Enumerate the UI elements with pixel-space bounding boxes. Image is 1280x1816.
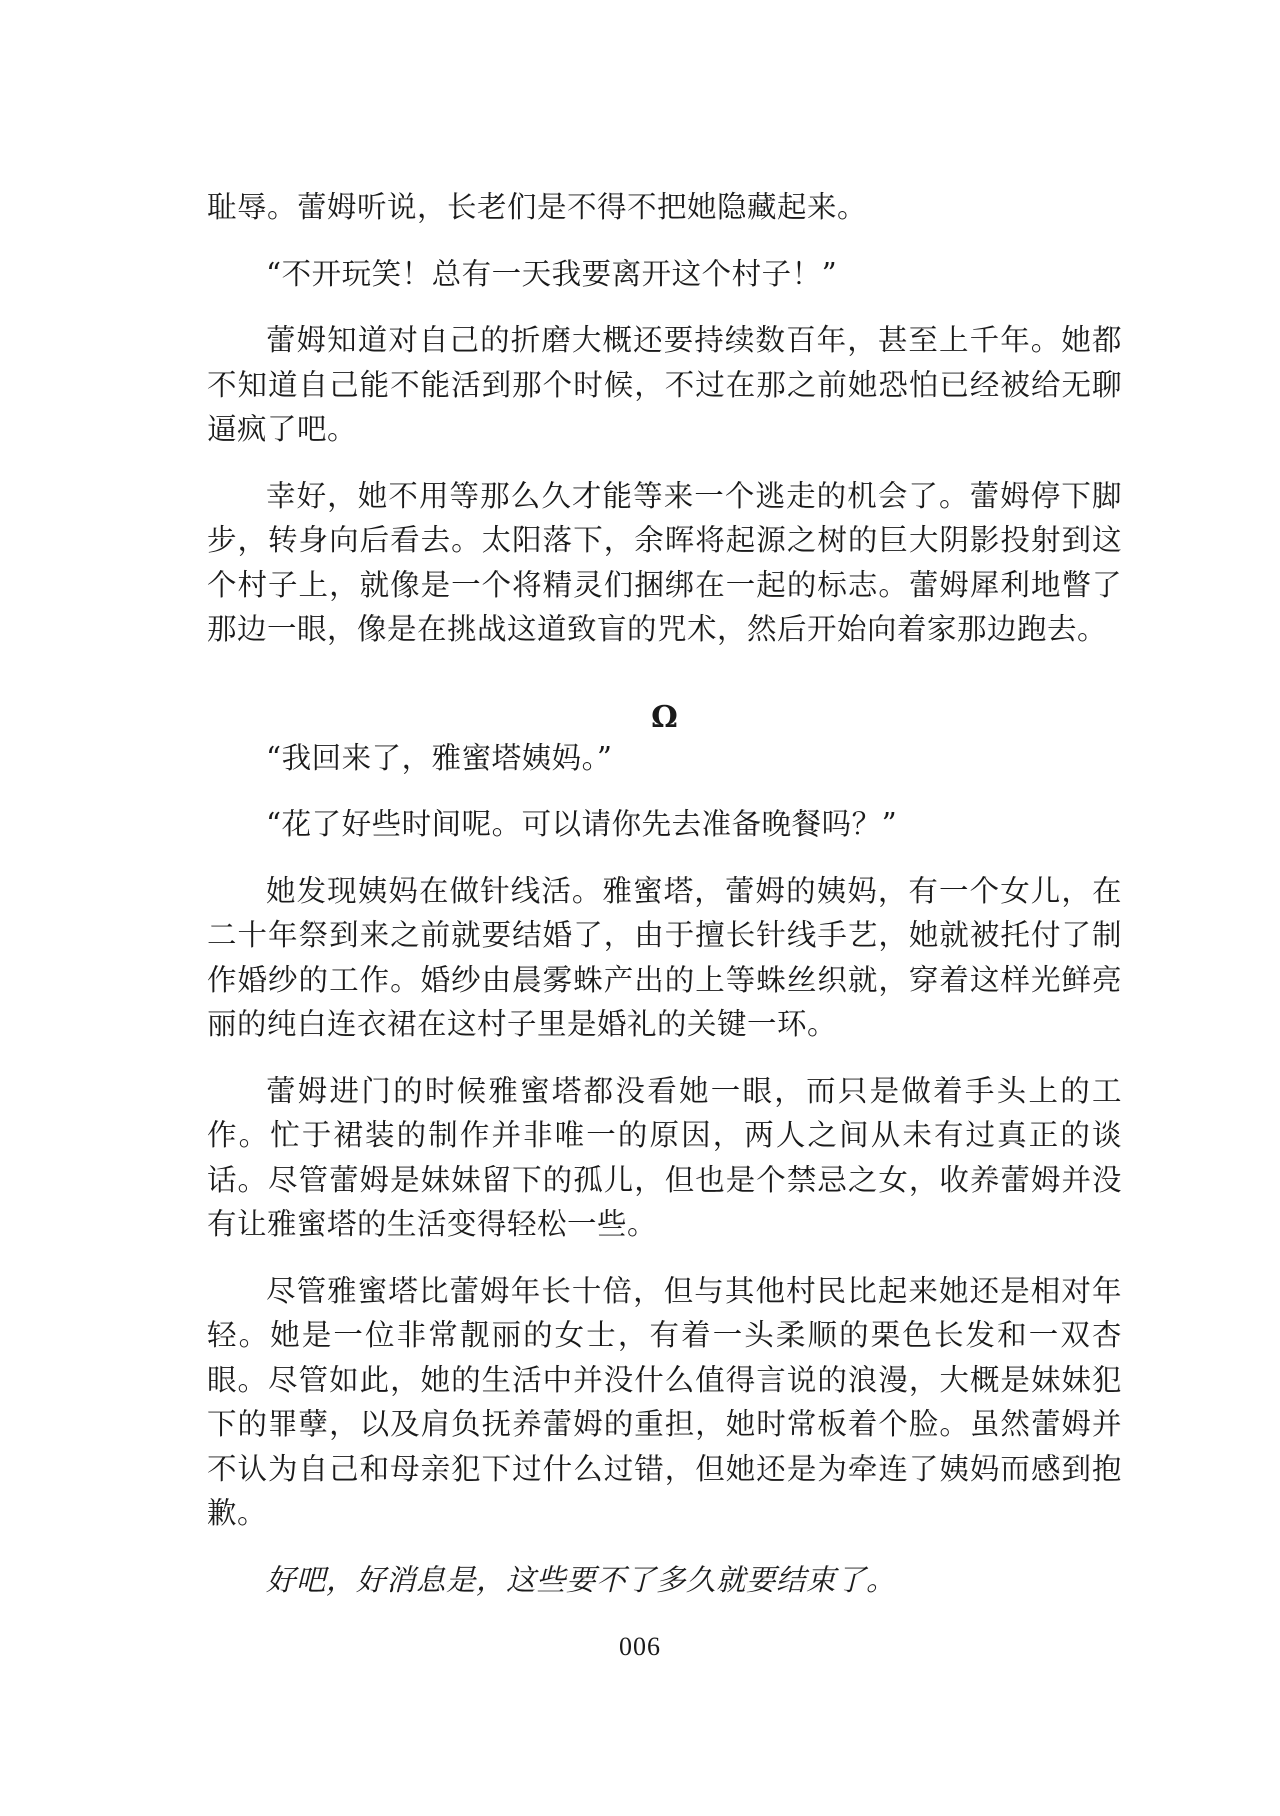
paragraph: “我回来了，雅蜜塔姨妈。” — [266, 740, 613, 775]
paragraph: 蕾姆进门的时候雅蜜塔都没看她一眼，而只是做着手头上的工作。忙于裙装的制作并非唯一的原因，两人之间从未有过真正的谈话。尽管蕾姆是妹妹留下的孤儿，但也是个禁忌之女，收养蕾姆并没有让雅蜜塔的生活变得轻松一些。 — [207, 1073, 1122, 1241]
paragraph: 耻辱。蕾姆听说，长老们是不得不把她隐藏起来。 — [207, 190, 868, 224]
paragraph: “花了好些时间呢。可以请你先去准备晚餐吗？” — [266, 807, 898, 841]
page-body — [207, 185, 1122, 1624]
section-separator: Ω — [651, 699, 678, 735]
paragraph: “不开玩笑！总有一天我要离开这个村子！” — [266, 256, 838, 291]
paragraph: 尽管雅蜜塔比蕾姆年长十倍，但与其他村民比起来她还是相对年轻。她是一位非常靓丽的女士，有着一头柔顺的栗色长发和一双杏眼。尽管如此，她的生活中并没什么值得言说的浪漫，大概是妹妹犯下的罪孽，以及肩负抚养蕾姆的重担，她时常板着个脸。虽然蕾姆并不认为自己和母亲犯下过什么过错，但她还是为牵连了姨妈而感到抱歉。 — [207, 1273, 1122, 1530]
paragraph: 蕾姆知道对自己的折磨大概还要持续数百年，甚至上千年。她都不知道自己能不能活到那个时候，不过在那之前她恐怕已经被给无聊逼疯了吧。 — [207, 323, 1122, 446]
page-number: 006 — [619, 1632, 661, 1661]
paragraph: 她发现姨妈在做针线活。雅蜜塔，蕾姆的姨妈，有一个女儿，在二十年祭到来之前就要结婚了，由于擅长针线手艺，她就被托付了制作婚纱的工作。婚纱由晨雾蛛产出的上等蛛丝织就，穿着这样光鲜亮丽的纯白连衣裙在这村子里是婚礼的关键一环。 — [207, 873, 1122, 1041]
italic-paragraph: 好吧，好消息是，这些要不了多久就要结束了。 — [266, 1562, 897, 1597]
paragraph: 幸好，她不用等那么久才能等来一个逃走的机会了。蕾姆停下脚步，转身向后看去。太阳落下，余晖将起源之树的巨大阴影投射到这个村子上，就像是一个将精灵们捆绑在一起的标志。蕾姆犀利地瞥了那边一眼，像是在挑战这道致盲的咒术，然后开始向着家那边跑去。 — [207, 478, 1122, 646]
